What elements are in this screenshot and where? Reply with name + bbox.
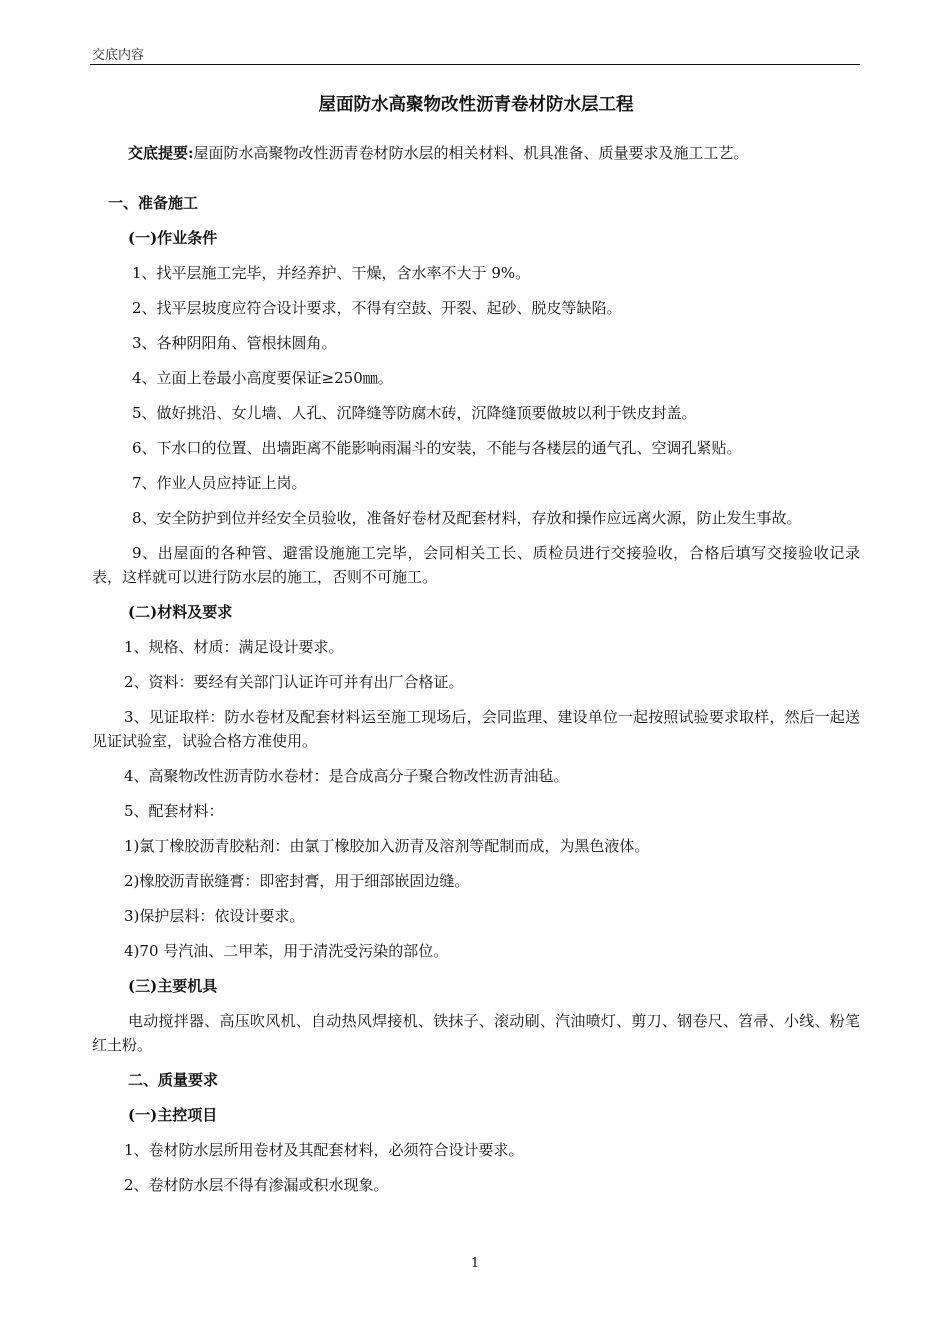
header-divider xyxy=(90,64,860,65)
list-item: 6、下水口的位置、出墙距离不能影响雨漏斗的安装，不能与各楼层的通气孔、空调孔紧贴。 xyxy=(132,439,742,457)
document-title: 屋面防水高聚物改性沥青卷材防水层工程 xyxy=(318,95,634,115)
list-item: 3)保护层料：依设计要求。 xyxy=(124,907,305,925)
section-heading: 一、准备施工 xyxy=(108,194,199,212)
list-item: 1、规格、材质：满足设计要求。 xyxy=(124,638,344,656)
list-item: 8、安全防护到位并经安全员验收，准备好卷材及配套材料，存放和操作应远离火源，防止发生事故。 xyxy=(132,509,802,527)
section-heading: 二、质量要求 xyxy=(128,1071,219,1089)
list-item: 1)氯丁橡胶沥青胶粘剂：由氯丁橡胶加入沥青及溶剂等配制而成，为黑色液体。 xyxy=(124,837,650,855)
list-item: 7、作业人员应持证上岗。 xyxy=(132,474,307,492)
list-item: 2、找平层坡度应符合设计要求，不得有空鼓、开裂、起砂、脱皮等缺陷。 xyxy=(132,299,622,317)
list-item: 2)橡胶沥青嵌缝膏：即密封膏，用于细部嵌固边缝。 xyxy=(124,872,470,890)
list-item: 4、高聚物改性沥青防水卷材：是合成高分子聚合物改性沥青油毡。 xyxy=(124,767,569,785)
subsection-heading: (三)主要机具 xyxy=(128,977,218,995)
list-item: 2、卷材防水层不得有渗漏或积水现象。 xyxy=(124,1176,389,1194)
list-item: 4)70 号汽油、二甲苯，用于清洗受污染的部位。 xyxy=(124,942,449,960)
list-item: 1、找平层施工完毕，并经养护、干燥，含水率不大于 9%。 xyxy=(132,264,531,282)
paragraph: 电动搅拌器、高压吹风机、自动热风焊接机、铁抹子、滚动刷、汽油喷灯、剪刀、钢卷尺、笤帚、小线、粉笔红土粉。 xyxy=(92,1012,860,1054)
document-body xyxy=(92,93,860,1208)
header-label: 交底内容 xyxy=(92,48,145,63)
list-item: 4、立面上卷最小高度要保证≥250㎜。 xyxy=(132,369,393,387)
subsection-heading: (二)材料及要求 xyxy=(128,603,233,621)
page-number: 1 xyxy=(470,1256,480,1271)
list-item: 3、各种阴阳角、管根抹圆角。 xyxy=(132,334,337,352)
list-item: 9、出屋面的各种管、避雷设施施工完毕，会同相关工长、质检员进行交接验收，合格后填写交接验收记录表，这样就可以进行防水层的施工，否则不可施工。 xyxy=(92,544,860,586)
subsection-heading: (一)主控项目 xyxy=(128,1106,218,1124)
summary-text: 屋面防水高聚物改性沥青卷材防水层的相关材料、机具准备、质量要求及施工工艺。 xyxy=(193,144,749,162)
list-item: 1、卷材防水层所用卷材及其配套材料，必须符合设计要求。 xyxy=(124,1141,524,1159)
subsection-heading: (一)作业条件 xyxy=(128,229,218,247)
list-item: 2、资料：要经有关部门认证许可并有出厂合格证。 xyxy=(124,673,464,691)
summary xyxy=(92,141,860,165)
list-item: 3、见证取样：防水卷材及配套材料运至施工现场后，会同监理、建设单位一起按照试验要求取样，然后一起送见证试验室，试验合格方准使用。 xyxy=(92,708,860,750)
list-item: 5、配套材料： xyxy=(124,802,224,820)
list-item: 5、做好挑沿、女儿墙、人孔、沉降缝等防腐木砖，沉降缝顶要做坡以利于铁皮封盖。 xyxy=(132,404,697,422)
summary-label: 交底提要: xyxy=(128,144,194,162)
